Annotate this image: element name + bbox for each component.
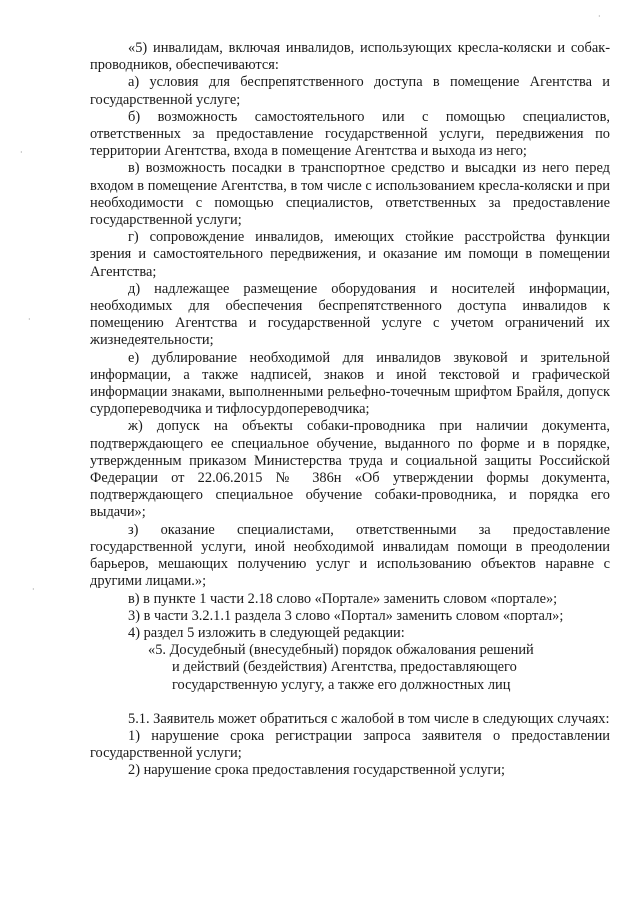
paragraph-e: е) дублирование необходимой для инвалидов звуковой и зрительной информации, а также надписей, знаков и иной текстовой и графической информации знаками, выполненными рельефно-точечным шрифтом Брайля, допуск сурдопереводчика и тифлосурдопереводчика; [90,349,610,418]
section-heading [90,642,610,694]
scan-mark: · [32,585,35,594]
paragraph-5-1-1: 1) нарушение срока регистрации запроса заявителя о предоставлении государственной услуги; [90,727,610,762]
paragraph-a: а) условия для беспрепятственного доступа в помещение Агентства и государственной услуге; [90,74,610,108]
paragraph-5: «5) инвалидам, включая инвалидов, использующих кресла-коляски и собак-проводников, обеспечиваются: [90,40,610,74]
heading-line-2: и действий (бездействия) Агентства, предоставляющего [172,659,517,676]
scan-mark: · [28,315,31,324]
paragraph-d: д) надлежащее размещение оборудования и носителей информации, необходимых для обеспечения беспрепятственного доступа инвалидов к помещению Агентства и государственной услуге с учетом ограничений их жизнедеятельности; [90,280,610,349]
scan-mark: · [20,148,23,157]
heading-line-3: государственную услугу, а также его должностных лиц [172,676,511,693]
spacer [90,694,610,711]
paragraph-z: з) оказание специалистами, ответственными за предоставление государственной услуги, иной необходимой инвалидам помощи в преодолении барьеров, мешающих получению услуг и использованию объектов наравне с другими лицами.»; [90,521,610,590]
paragraph-item-4: 4) раздел 5 изложить в следующей редакции: [128,624,405,641]
paragraph-zh: ж) допуск на объекты собаки-проводника при наличии документа, подтверждающего ее специальное обучение, выданного по форме и в порядке, утвержденным приказом Министерства труда и социальной защиты Российской Федерации от 22.06.2015 № 386н «Об утверждении формы документа, подтверждающего специальное обучение собаки-проводника, и порядка его выдачи»; [90,418,610,521]
scan-mark: · [598,12,601,21]
paragraph-item-v: в) в пункте 1 части 2.18 слово «Портале» заменить словом «портале»; [128,590,558,607]
paragraph-5-1-2: 2) нарушение срока предоставления государственной услуги; [128,762,505,779]
paragraph-v: в) возможность посадки в транспортное средство и высадки из него перед входом в помещение Агентства, в том числе с использованием кресла-коляски и при необходимости с помощью специалистов, ответственных за предоставление государственной услуги; [90,160,610,229]
document-body [90,40,610,780]
heading-line-1: «5. Досудебный (внесудебный) порядок обжалования решений [148,642,534,659]
paragraph-item-3: 3) в части 3.2.1.1 раздела 3 слово «Портал» заменить словом «портал»; [128,607,564,624]
paragraph-g: г) сопровождение инвалидов, имеющих стойкие расстройства функции зрения и самостоятельного передвижения, и оказание им помощи в помещении Агентства; [90,229,610,280]
paragraph-b: б) возможность самостоятельного или с помощью специалистов, ответственных за предоставление государственной услуги, передвижения по территории Агентства, входа в помещение Агентства и выхода из него; [90,108,610,160]
paragraph-5-1: 5.1. Заявитель может обратиться с жалобой в том числе в следующих случаях: [128,710,610,727]
